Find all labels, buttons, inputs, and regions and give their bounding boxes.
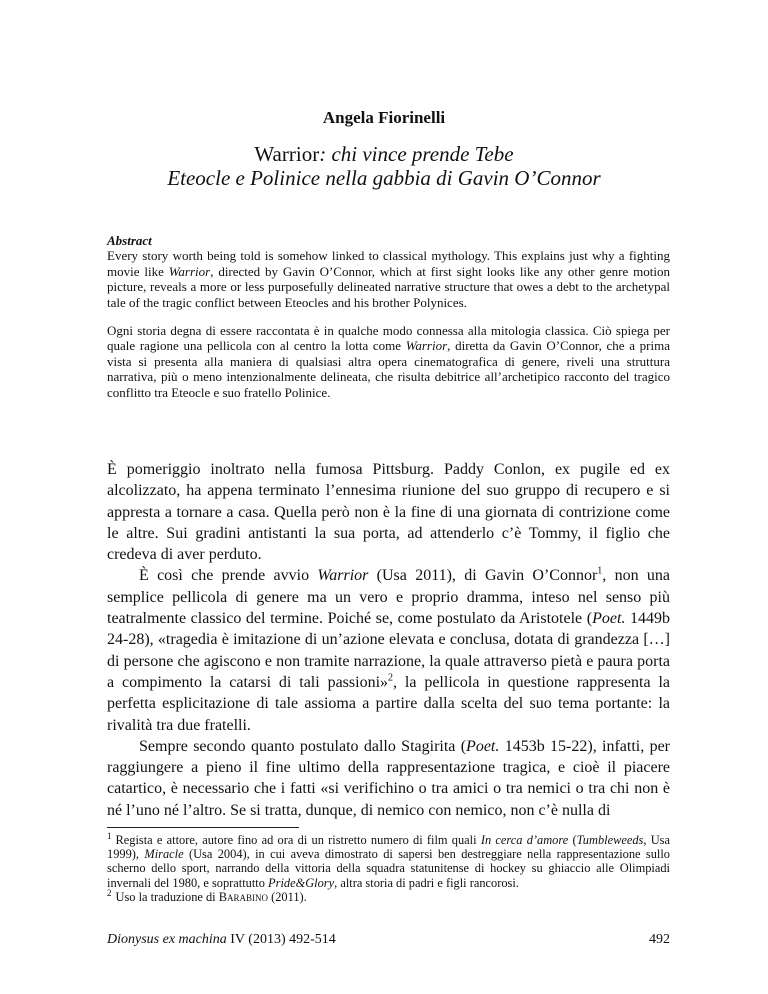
footnote-ref-2[interactable]: 2 <box>388 672 394 684</box>
footnote-1: $^1$ Regista e attore, autore fino ad ora di un ristretto numero di film quali In cerca d’amore (Tumbleweeds, Usa 1999), Miracle (Usa 2004), in cui aveva dimostrato di sapersi ben destreggiare nella rappresentazione sullo scherno dello sport, narrando della vittoria della squadra statunitense di hockey su ghiaccio alle Olimpiadi invernali del 1980, e soprattutto Pride&Glory, altra storia di padri e figli rancorosi. <box>107 830 670 890</box>
title-line-2: Eteocle e Polinice nella gabbia di Gavin O’Connor <box>167 166 601 190</box>
title-line-1: Warrior: chi vince prende Tebe <box>254 142 514 166</box>
body-paragraph-2: È così che prende avvio Warrior (Usa 2011), di Gavin O’Connor$^1$, non una semplice pellicola di genere ma un vero e proprio dramma, inteso nel senso più teatralmente classico del termine. Poiché se, come postulato da Aristotele (Poet. 1449b 24-28), «tragedia è imitazione di un’azione elevata e conclusa, dotata di grandezza […] di persone che agiscono e non tramite narrazione, la quale attraverso pietà e paura porta a compimento la catarsi di tali passioni»$^2$, la pellicola in questione rappresenta la perfetta esplicitazione di tale assioma a partire dalla scelta del suo tema portante: la rivalità tra due fratelli. <box>107 566 671 734</box>
footnote-ref-1[interactable]: 1 <box>597 566 603 578</box>
body-paragraph-3: Sempre secondo quanto postulato dallo Stagirita (Poet. 1453b 15-22), infatti, per raggiungere a pieno il fine ultimo della rappresentazione tragica, e cioè il piacere catartico, è necessario che i fatti «si verifichino o tra amici o tra nemici o tra chi non è né l’uno né l’altro. Se si tratta, dunque, di nemico con nemico, non c’è nulla di <box>107 737 671 819</box>
article-title <box>0 142 768 190</box>
abstract <box>107 233 670 400</box>
author-name: Angela Fiorinelli <box>322 108 446 127</box>
page-number: 492 <box>649 932 670 947</box>
abstract-english: Abstract Every story worth being told is somehow linked to classical mythology. This explains just why a fighting movie like Warrior, directed by Gavin O’Connor, which at first sight looks like any other genre motion picture, reveals a more or less purposefully delineated narrative structure that owes a debt to the archetypal tale of the tragic conflict between Eteocles and his brother Polynices. <box>107 233 670 310</box>
abstract-italian: Ogni storia degna di essere raccontata è in qualche modo connessa alla mitologia classica. Ciò spiega per quale ragione una pellicola con al centro la lotta come Warrior, diretta da Gavin O’Connor, che a prima vista si presenta alla maniera di qualsiasi altra opera cinematografica di genere, riveli una struttura narrativa, più o meno intenzionalmente delineata, che risulta debitrice all’archetipico racconto del tragico conflitto tra Eteocle e suo fratello Polinice. <box>107 323 671 400</box>
body-text <box>107 459 670 821</box>
footnote-separator <box>107 827 299 828</box>
footnote-2: $^2$ Uso la traduzione di Barabino (2011). <box>107 887 307 904</box>
body-paragraph-1: È pomeriggio inoltrato nella fumosa Pittsburg. Paddy Conlon, ex pugile ed ex alcolizzato, ha appena terminato l’ennesima riunione del suo gruppo di recupero e si appresta a tornare a casa. Quella però non è la fine di una giornata di contrizione come le altre. Sui gradini antistanti la sua porta, ad attenderlo c’è Tommy, il figlio che credeva di aver perduto. <box>107 461 670 564</box>
footnotes <box>107 830 670 904</box>
page-footer <box>107 932 670 948</box>
abstract-label: Abstract <box>107 233 152 248</box>
journal-citation: Dionysus ex machina IV (2013) 492-514 <box>107 932 336 947</box>
